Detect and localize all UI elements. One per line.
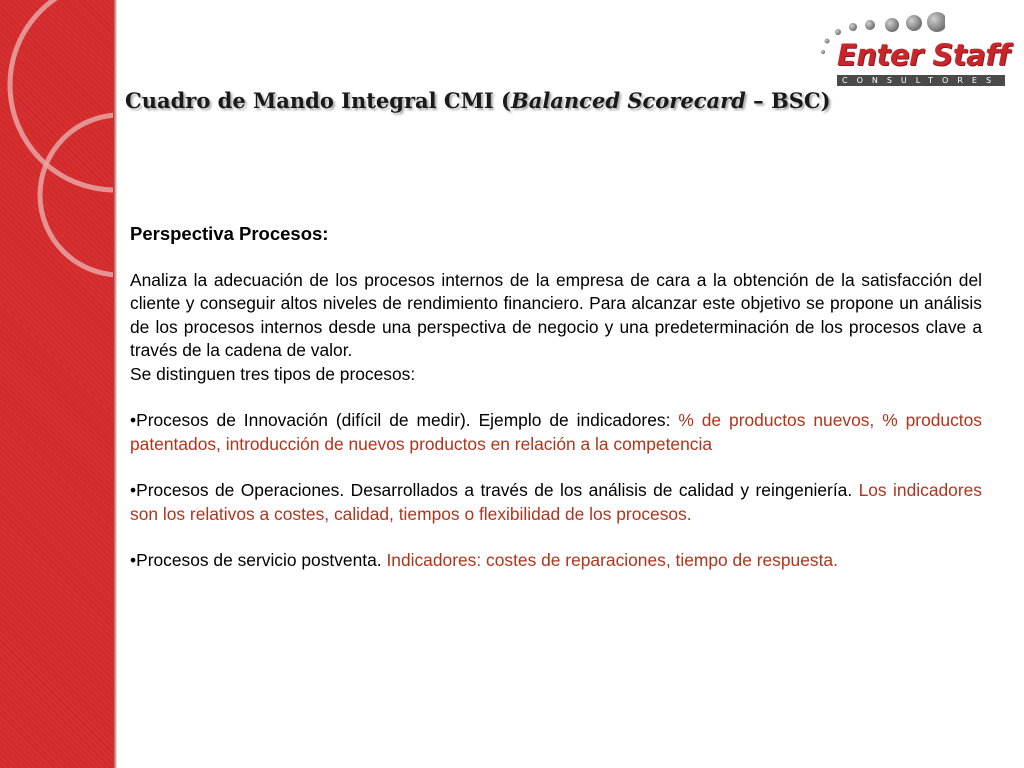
section-heading: Perspectiva Procesos: bbox=[130, 223, 329, 244]
types-line: Se distinguen tres tipos de procesos: bbox=[130, 363, 416, 384]
bullet-text: •Procesos de Innovación (difícil de medir). Ejemplo de indicadores: bbox=[130, 410, 679, 430]
logo-name: Enter Staff bbox=[837, 38, 1010, 72]
bullet-postsale bbox=[130, 549, 982, 573]
intro-paragraph: Analiza la adecuación de los procesos internos de la empresa de cara a la obtención de la satisfacción del cliente y conseguir altos niveles de rendimiento financiero. Para alcanzar este objetivo se propone un análisis de los procesos internos desde una perspectiva de negocio y una predeterminación de los procesos clave a través de la cadena de valor. bbox=[130, 269, 982, 360]
band-shadow-edge bbox=[113, 0, 117, 768]
bullet-highlight: Los indicadores son los relativos a costes, calidad, tiempos o flexibilidad de los procesos. bbox=[130, 480, 982, 524]
decorative-arcs bbox=[0, 0, 113, 768]
company-logo bbox=[815, 12, 1011, 85]
bullet-text: •Procesos de Operaciones. Desarrollados a través de los análisis de calidad y reingeniería. bbox=[130, 480, 859, 500]
bullet-highlight: Indicadores: costes de reparaciones, tiempo de respuesta. bbox=[386, 550, 838, 570]
bullet-operations bbox=[130, 479, 982, 526]
title-prefix: Cuadro de Mando Integral CMI ( bbox=[125, 88, 511, 113]
bullet-innovation bbox=[130, 409, 982, 456]
slide-content bbox=[130, 222, 982, 573]
title-emphasis: Balanced Scorecard bbox=[510, 88, 746, 113]
bullet-highlight: % de productos nuevos, % productos patentados, introducción de nuevos productos en relación a la competencia bbox=[130, 410, 982, 454]
slide-title bbox=[125, 88, 831, 113]
logo-subtitle: CONSULTORES bbox=[837, 75, 1005, 86]
title-suffix: – BSC) bbox=[745, 88, 831, 113]
bullet-text: •Procesos de servicio postventa. bbox=[130, 550, 387, 570]
